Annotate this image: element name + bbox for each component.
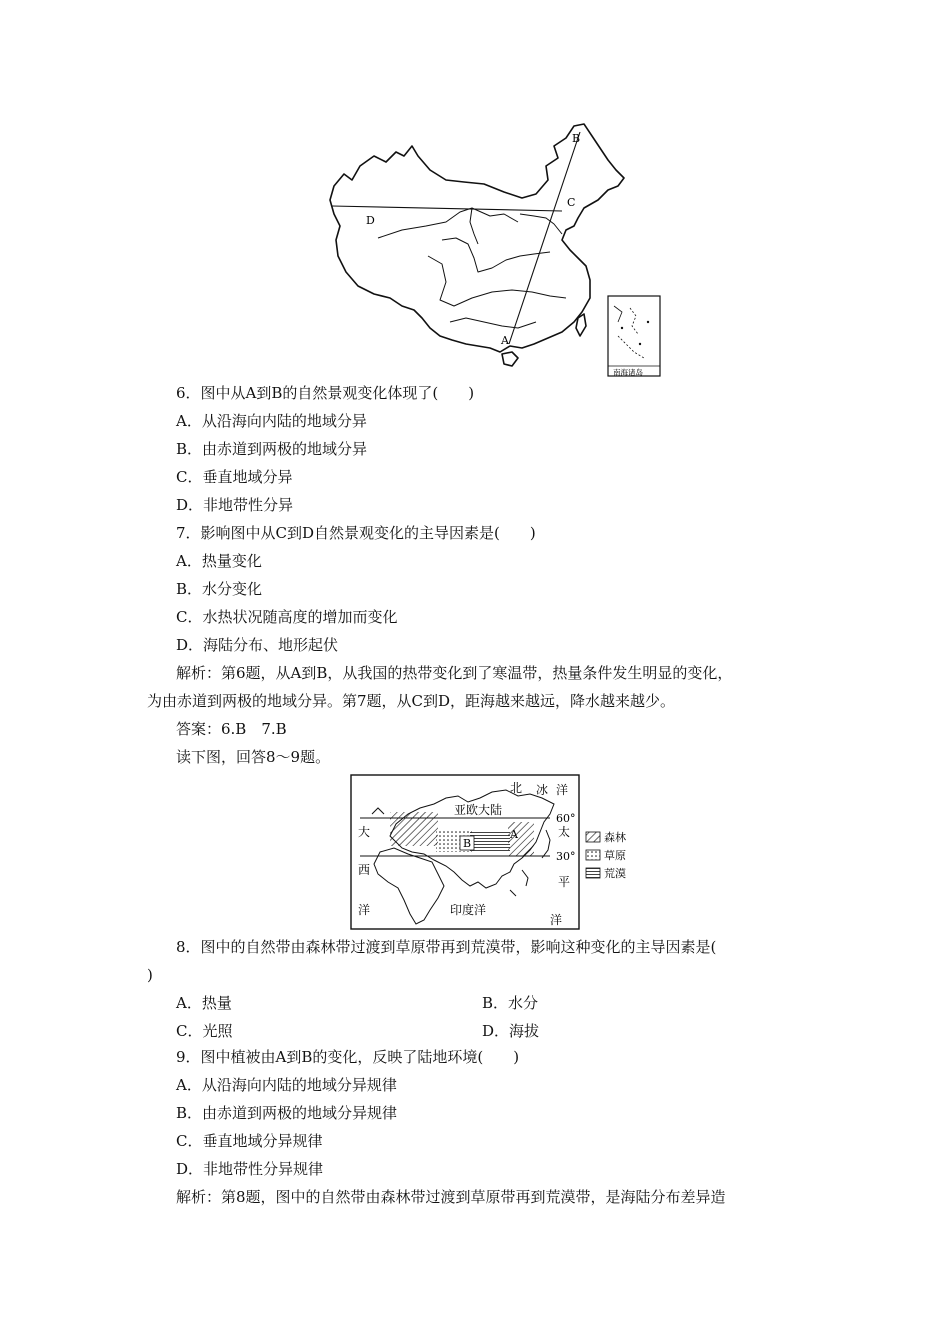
question-7-stem: 7．影响图中从C到D自然景观变化的主导因素是( ) [176,524,536,542]
question-7-option-d: D．海陆分布、地形起伏 [176,636,339,654]
question-6-stem: 6．图中从A到B的自然景观变化体现了( ) [176,384,475,402]
label-b: B [572,132,581,145]
lat60-label: 60° [556,812,576,825]
continent-label: 亚欧大陆 [454,803,503,817]
analysis-8-9-line-1: 解析：第8题，图中的自然带由森林带过渡到草原带再到荒漠带，是海陆分布差异造 [176,1188,726,1206]
indian-ocean-label: 印度洋 [450,903,487,917]
desert-zone [470,832,510,852]
svg-text:洋: 洋 [550,913,563,927]
china-map [322,122,668,380]
question-6-option-d: D．非地带性分异 [176,496,294,514]
svg-text:草原: 草原 [604,849,626,862]
question-9-option-d: D．非地带性分异规律 [176,1160,324,1178]
svg-text:洋: 洋 [358,903,371,917]
analysis-6-7-line-1: 解析：第6题，从A到B，从我国的热带变化到了寒温带，热量条件发生明显的变化， [176,664,733,682]
question-9-option-a: A．从沿海向内陆的地域分异规律 [176,1076,397,1094]
question-7-option-a: A．热量变化 [176,552,262,570]
question-6-option-a: A．从沿海向内陆的地域分异 [176,412,367,430]
svg-text:太: 太 [558,825,571,839]
label-b: B [463,837,472,850]
china-outline [330,124,624,352]
question-8-option-b: B．水分 [482,994,539,1012]
svg-text:森林: 森林 [604,831,626,844]
transect-a-b [509,132,580,344]
question-8-option-d: D．海拔 [482,1022,540,1040]
question-8-stem-line-2: ) [147,966,153,984]
south-china-sea-inset [608,296,660,377]
question-9-stem: 9．图中植被由A到B的变化，反映了陆地环境( ) [176,1048,520,1066]
question-8-stem-line-1: 8．图中的自然带由森林带过渡到草原带再到荒漠带，影响这种变化的主导因素是( [176,938,717,956]
svg-text:冰: 冰 [536,783,549,797]
question-6-option-b: B．由赤道到两极的地域分异 [176,440,368,458]
question-7-option-b: B．水分变化 [176,580,263,598]
read-prompt: 读下图，回答8～9题。 [176,748,331,766]
question-7-option-c: C．水热状况随高度的增加而变化 [176,608,398,626]
label-c: C [567,196,576,209]
forest-zone-west [390,812,438,846]
hainan-island [502,352,518,366]
legend [586,830,626,880]
question-8-option-a: A．热量 [176,994,232,1012]
question-9-option-c: C．垂直地域分异规律 [176,1132,323,1150]
svg-text:大: 大 [358,825,371,839]
svg-text:平: 平 [558,875,571,889]
label-a: A [510,828,518,841]
label-a: A [501,334,509,347]
answer-6-7: 答案：6.B 7.B [176,720,287,738]
question-6-option-c: C．垂直地域分异 [176,468,293,486]
transect-c-d [332,206,562,211]
question-8-option-c: C．光照 [176,1022,233,1040]
analysis-6-7-line-2: 为由赤道到两极的地域分异。第7题，从C到D，距海越来越远，降水越来越少。 [147,692,676,710]
svg-text:北: 北 [510,781,523,795]
label-d: D [366,214,375,227]
svg-text:南海诸岛: 南海诸岛 [613,368,643,377]
svg-text:荒漠: 荒漠 [604,867,626,880]
svg-text:西: 西 [358,863,371,877]
svg-text:洋: 洋 [556,783,569,797]
eurasia-map [350,774,640,930]
question-9-option-b: B．由赤道到两极的地域分异规律 [176,1104,398,1122]
lat30-label: 30° [556,850,576,863]
